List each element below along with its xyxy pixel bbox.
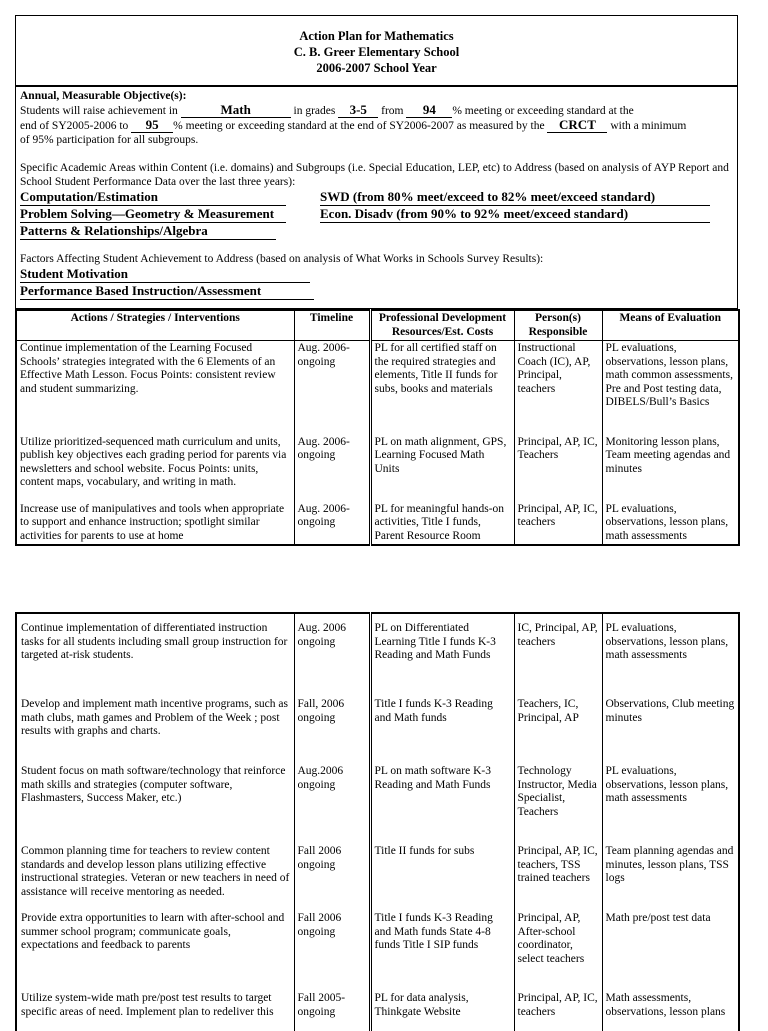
header-persons: Person(s) Responsible xyxy=(514,310,602,341)
cell-action: Utilize prioritized-sequenced math curriculum and units, publish key objectives each grading period for parents via newsletters and school website. Focus Points: units, content maps, vocabulary, and writing in math. xyxy=(16,435,294,502)
header-pd: Professional Development Resources/Est. Costs xyxy=(370,310,514,341)
objective-text-1: Students will raise achievement in xyxy=(20,105,181,117)
cell-timeline: Aug.2006 ongoing xyxy=(294,764,370,844)
objective-section xyxy=(15,85,738,309)
action-table-1 xyxy=(15,309,740,546)
cell-eval: PL evaluations, observations, lesson plans, math common assessments, Pre and Post testing data, DIBELS/Bull’s Basics xyxy=(602,341,739,435)
table-row xyxy=(16,502,739,546)
grades-value: 3-5 xyxy=(338,103,378,118)
table-row xyxy=(16,764,739,844)
cell-timeline: Fall, 2006 ongoing xyxy=(294,697,370,764)
cell-timeline: Aug. 2006- ongoing xyxy=(294,435,370,502)
content-areas-list xyxy=(20,189,320,240)
subject-value: Math xyxy=(181,103,291,118)
table-row xyxy=(16,341,739,435)
measure-value: CRCT xyxy=(547,118,607,133)
cell-action: Student focus on math software/technology that reinforce math skills and strategies (computer software, Flashmasters, Success Maker, etc.) xyxy=(16,764,294,844)
action-table-2 xyxy=(15,612,740,1031)
cell-timeline: Aug. 2006 ongoing xyxy=(294,621,370,697)
objective-text-3: from xyxy=(378,105,407,117)
table-row xyxy=(16,435,739,502)
cell-timeline: Fall 2006 ongoing xyxy=(294,844,370,911)
area-item: Computation/Estimation xyxy=(20,189,286,206)
objective-text-5: end of SY2005-2006 to xyxy=(20,120,132,132)
header-actions: Actions / Strategies / Interventions xyxy=(16,310,294,341)
cell-action: Provide extra opportunities to learn with after-school and summer school program; communicate goals, expectations and feedback to parents xyxy=(16,911,294,991)
cell-persons: IC, Principal, AP, teachers xyxy=(514,621,602,697)
table-top-spacer xyxy=(16,613,739,621)
cell-action: Develop and implement math incentive programs, such as math clubs, math games and Problem of the Week ; post results with graphs and charts. xyxy=(16,697,294,764)
cell-persons: Principal, AP, After-school coordinator, select teachers xyxy=(514,911,602,991)
objective-text-8: of 95% participation for all subgroups. xyxy=(20,134,199,146)
objective-label: Annual, Measurable Objective(s): xyxy=(20,90,187,102)
objective-text xyxy=(20,103,733,147)
factors-intro: Factors Affecting Student Achievement to Address (based on analysis of What Works in Schools Survey Results): xyxy=(20,253,544,265)
document-page xyxy=(15,15,738,546)
objective-text-4: % meeting or exceeding standard at the xyxy=(452,105,634,117)
from-percent-value: 94 xyxy=(406,103,452,118)
cell-pd: PL for data analysis, Thinkgate Website xyxy=(370,991,514,1031)
table-row xyxy=(16,844,739,911)
table-row xyxy=(16,697,739,764)
cell-pd: Title II funds for subs xyxy=(370,844,514,911)
cell-action: Increase use of manipulatives and tools when appropriate to support and enhance instruction; spotlight similar activities for parents to use at home xyxy=(16,502,294,546)
cell-persons: Principal, AP, IC, teachers, TSS trained teachers xyxy=(514,844,602,911)
header-year: 2006-2007 School Year xyxy=(316,61,437,75)
header-title: Action Plan for Mathematics xyxy=(299,29,454,43)
cell-pd: PL for meaningful hands-on activities, Title I funds, Parent Resource Room xyxy=(370,502,514,546)
cell-pd: PL for all certified staff on the required strategies and elements, Title II funds for subs, books and materials xyxy=(370,341,514,435)
table-row xyxy=(16,911,739,991)
cell-action: Utilize system-wide math pre/post test results to target specific areas of need. Implement plan to redeliver this xyxy=(16,991,294,1031)
cell-pd: Title I funds K-3 Reading and Math funds State 4-8 funds Title I SIP funds xyxy=(370,911,514,991)
header-timeline: Timeline xyxy=(294,310,370,341)
cell-action: Common planning time for teachers to review content standards and develop lesson plans utilizing effective instructional strategies. Veteran or new teachers in need of assistance will receive mentoring as needed. xyxy=(16,844,294,911)
cell-action: Continue implementation of the Learning Focused Schools’ strategies integrated with the 6 Elements of an Effective Math Lesson. Focus Points: consistent review and student summarizing. xyxy=(16,341,294,435)
cell-persons: Principal, AP, IC, teachers xyxy=(514,502,602,546)
cell-persons: Instructional Coach (IC), AP, Principal, teachers xyxy=(514,341,602,435)
subgroup-item: SWD (from 80% meet/exceed to 82% meet/exceed standard) xyxy=(320,189,710,206)
academic-areas xyxy=(20,189,733,240)
subgroup-item: Econ. Disadv (from 90% to 92% meet/exceed standard) xyxy=(320,206,710,223)
table-row xyxy=(16,991,739,1031)
cell-persons: Principal, AP, IC, Teachers xyxy=(514,435,602,502)
areas-intro: Specific Academic Areas within Content (i.e. domains) and Subgroups (i.e. Special Education, LEP, etc) to Address (based on analysis of AYP Report and School Student Performance Data over the last three years): xyxy=(20,162,729,188)
cell-pd: Title I funds K-3 Reading and Math funds xyxy=(370,697,514,764)
cell-eval: PL evaluations, observations, lesson plans, math assessments xyxy=(602,621,739,697)
objective-text-7: with a minimum xyxy=(607,120,687,132)
area-item: Problem Solving—Geometry & Measurement xyxy=(20,206,286,223)
cell-pd: PL on Differentiated Learning Title I funds K-3 Reading and Math Funds xyxy=(370,621,514,697)
objective-text-6: % meeting or exceeding standard at the end of SY2006-2007 as measured by the xyxy=(173,120,548,132)
header-school: C. B. Greer Elementary School xyxy=(293,45,460,59)
document-header xyxy=(15,15,738,85)
factors-list xyxy=(20,266,733,300)
cell-persons: Technology Instructor, Media Specialist, Teachers xyxy=(514,764,602,844)
cell-timeline: Fall 2005- ongoing xyxy=(294,991,370,1031)
cell-timeline: Fall 2006 ongoing xyxy=(294,911,370,991)
cell-eval: Observations, Club meeting minutes xyxy=(602,697,739,764)
cell-persons: Teachers, IC, Principal, AP xyxy=(514,697,602,764)
cell-timeline: Aug. 2006- ongoing xyxy=(294,502,370,546)
factor-item: Student Motivation xyxy=(20,266,310,283)
cell-eval: PL evaluations, observations, lesson plans, math assessments xyxy=(602,764,739,844)
subgroups-list xyxy=(320,189,730,240)
area-item: Patterns & Relationships/Algebra xyxy=(20,223,276,240)
cell-pd: PL on math software K-3 Reading and Math Funds xyxy=(370,764,514,844)
header-eval: Means of Evaluation xyxy=(602,310,739,341)
to-percent-value: 95 xyxy=(131,118,173,133)
cell-eval: PL evaluations, observations, lesson plans, math assessments xyxy=(602,502,739,546)
cell-eval: Math assessments, observations, lesson plans xyxy=(602,991,739,1031)
table-row xyxy=(16,621,739,697)
cell-persons: Principal, AP, IC, teachers xyxy=(514,991,602,1031)
cell-eval: Monitoring lesson plans, Team meeting agendas and minutes xyxy=(602,435,739,502)
cell-action: Continue implementation of differentiated instruction tasks for all students including small group instruction for targeted at-risk students. xyxy=(16,621,294,697)
cell-pd: PL on math alignment, GPS, Learning Focused Math Units xyxy=(370,435,514,502)
cell-timeline: Aug. 2006- ongoing xyxy=(294,341,370,435)
table-header-row xyxy=(16,310,739,341)
factor-item: Performance Based Instruction/Assessment xyxy=(20,283,314,300)
objective-text-2: in grades xyxy=(290,105,339,117)
cell-eval: Team planning agendas and minutes, lesson plans, TSS logs xyxy=(602,844,739,911)
cell-eval: Math pre/post test data xyxy=(602,911,739,991)
